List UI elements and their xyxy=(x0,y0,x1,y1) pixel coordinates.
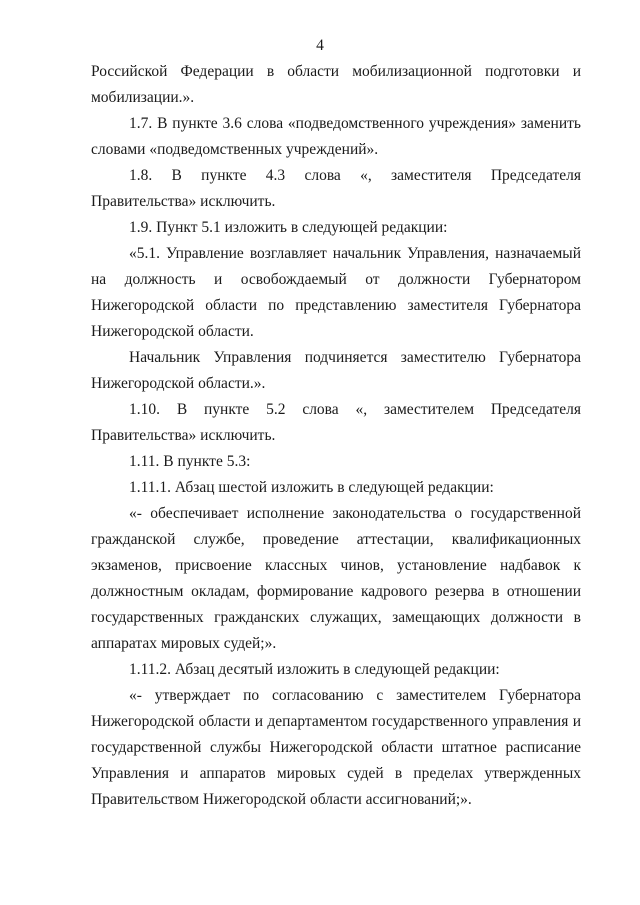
document-body xyxy=(91,59,581,813)
paragraph-5-1-second: Начальник Управления подчиняется заместителю Губернатора Нижегородской области.». xyxy=(91,349,581,392)
paragraph-1-11-1: 1.11.1. Абзац шестой изложить в следующей редакции: xyxy=(129,479,494,496)
page-number: 4 xyxy=(316,37,324,54)
paragraph-continuation: Российской Федерации в области мобилизационной подготовки и мобилизации.». xyxy=(91,63,581,106)
paragraph-5-1-quote: «5.1. Управление возглавляет начальник Управления, назначаемый на должность и освобождаемый от должности Губернатором Нижегородской области по представлению заместителя Губернатора Нижегородской области. xyxy=(91,245,581,340)
paragraph-1-11-2-quote: «- утверждает по согласованию с заместителем Губернатора Нижегородской области и департаментом государственного управления и государственной службы Нижегородской области штатное расписание Управления и аппаратов мировых судей в пределах утвержденных Правительством Нижегородской области ассигнований;». xyxy=(91,687,581,808)
paragraph-1-9: 1.9. Пункт 5.1 изложить в следующей редакции: xyxy=(129,219,448,236)
paragraph-1-11-2: 1.11.2. Абзац десятый изложить в следующей редакции: xyxy=(129,661,500,678)
paragraph-1-11: 1.11. В пункте 5.3: xyxy=(129,453,251,470)
paragraph-1-11-1-quote: «- обеспечивает исполнение законодательства о государственной гражданской службе, проведение аттестации, квалификационных экзаменов, присвоение классных чинов, установление надбавок к должностным окладам, формирование кадрового резерва в отношении государственных гражданских служащих, замещающих должности в аппаратах мировых судей;». xyxy=(91,505,581,652)
paragraph-1-7: 1.7. В пункте 3.6 слова «подведомственного учреждения» заменить словами «подведомственных учреждений». xyxy=(91,115,581,158)
paragraph-1-8: 1.8. В пункте 4.3 слова «, заместителя Председателя Правительства» исключить. xyxy=(91,167,581,210)
paragraph-1-10: 1.10. В пункте 5.2 слова «, заместителем Председателя Правительства» исключить. xyxy=(91,401,581,444)
